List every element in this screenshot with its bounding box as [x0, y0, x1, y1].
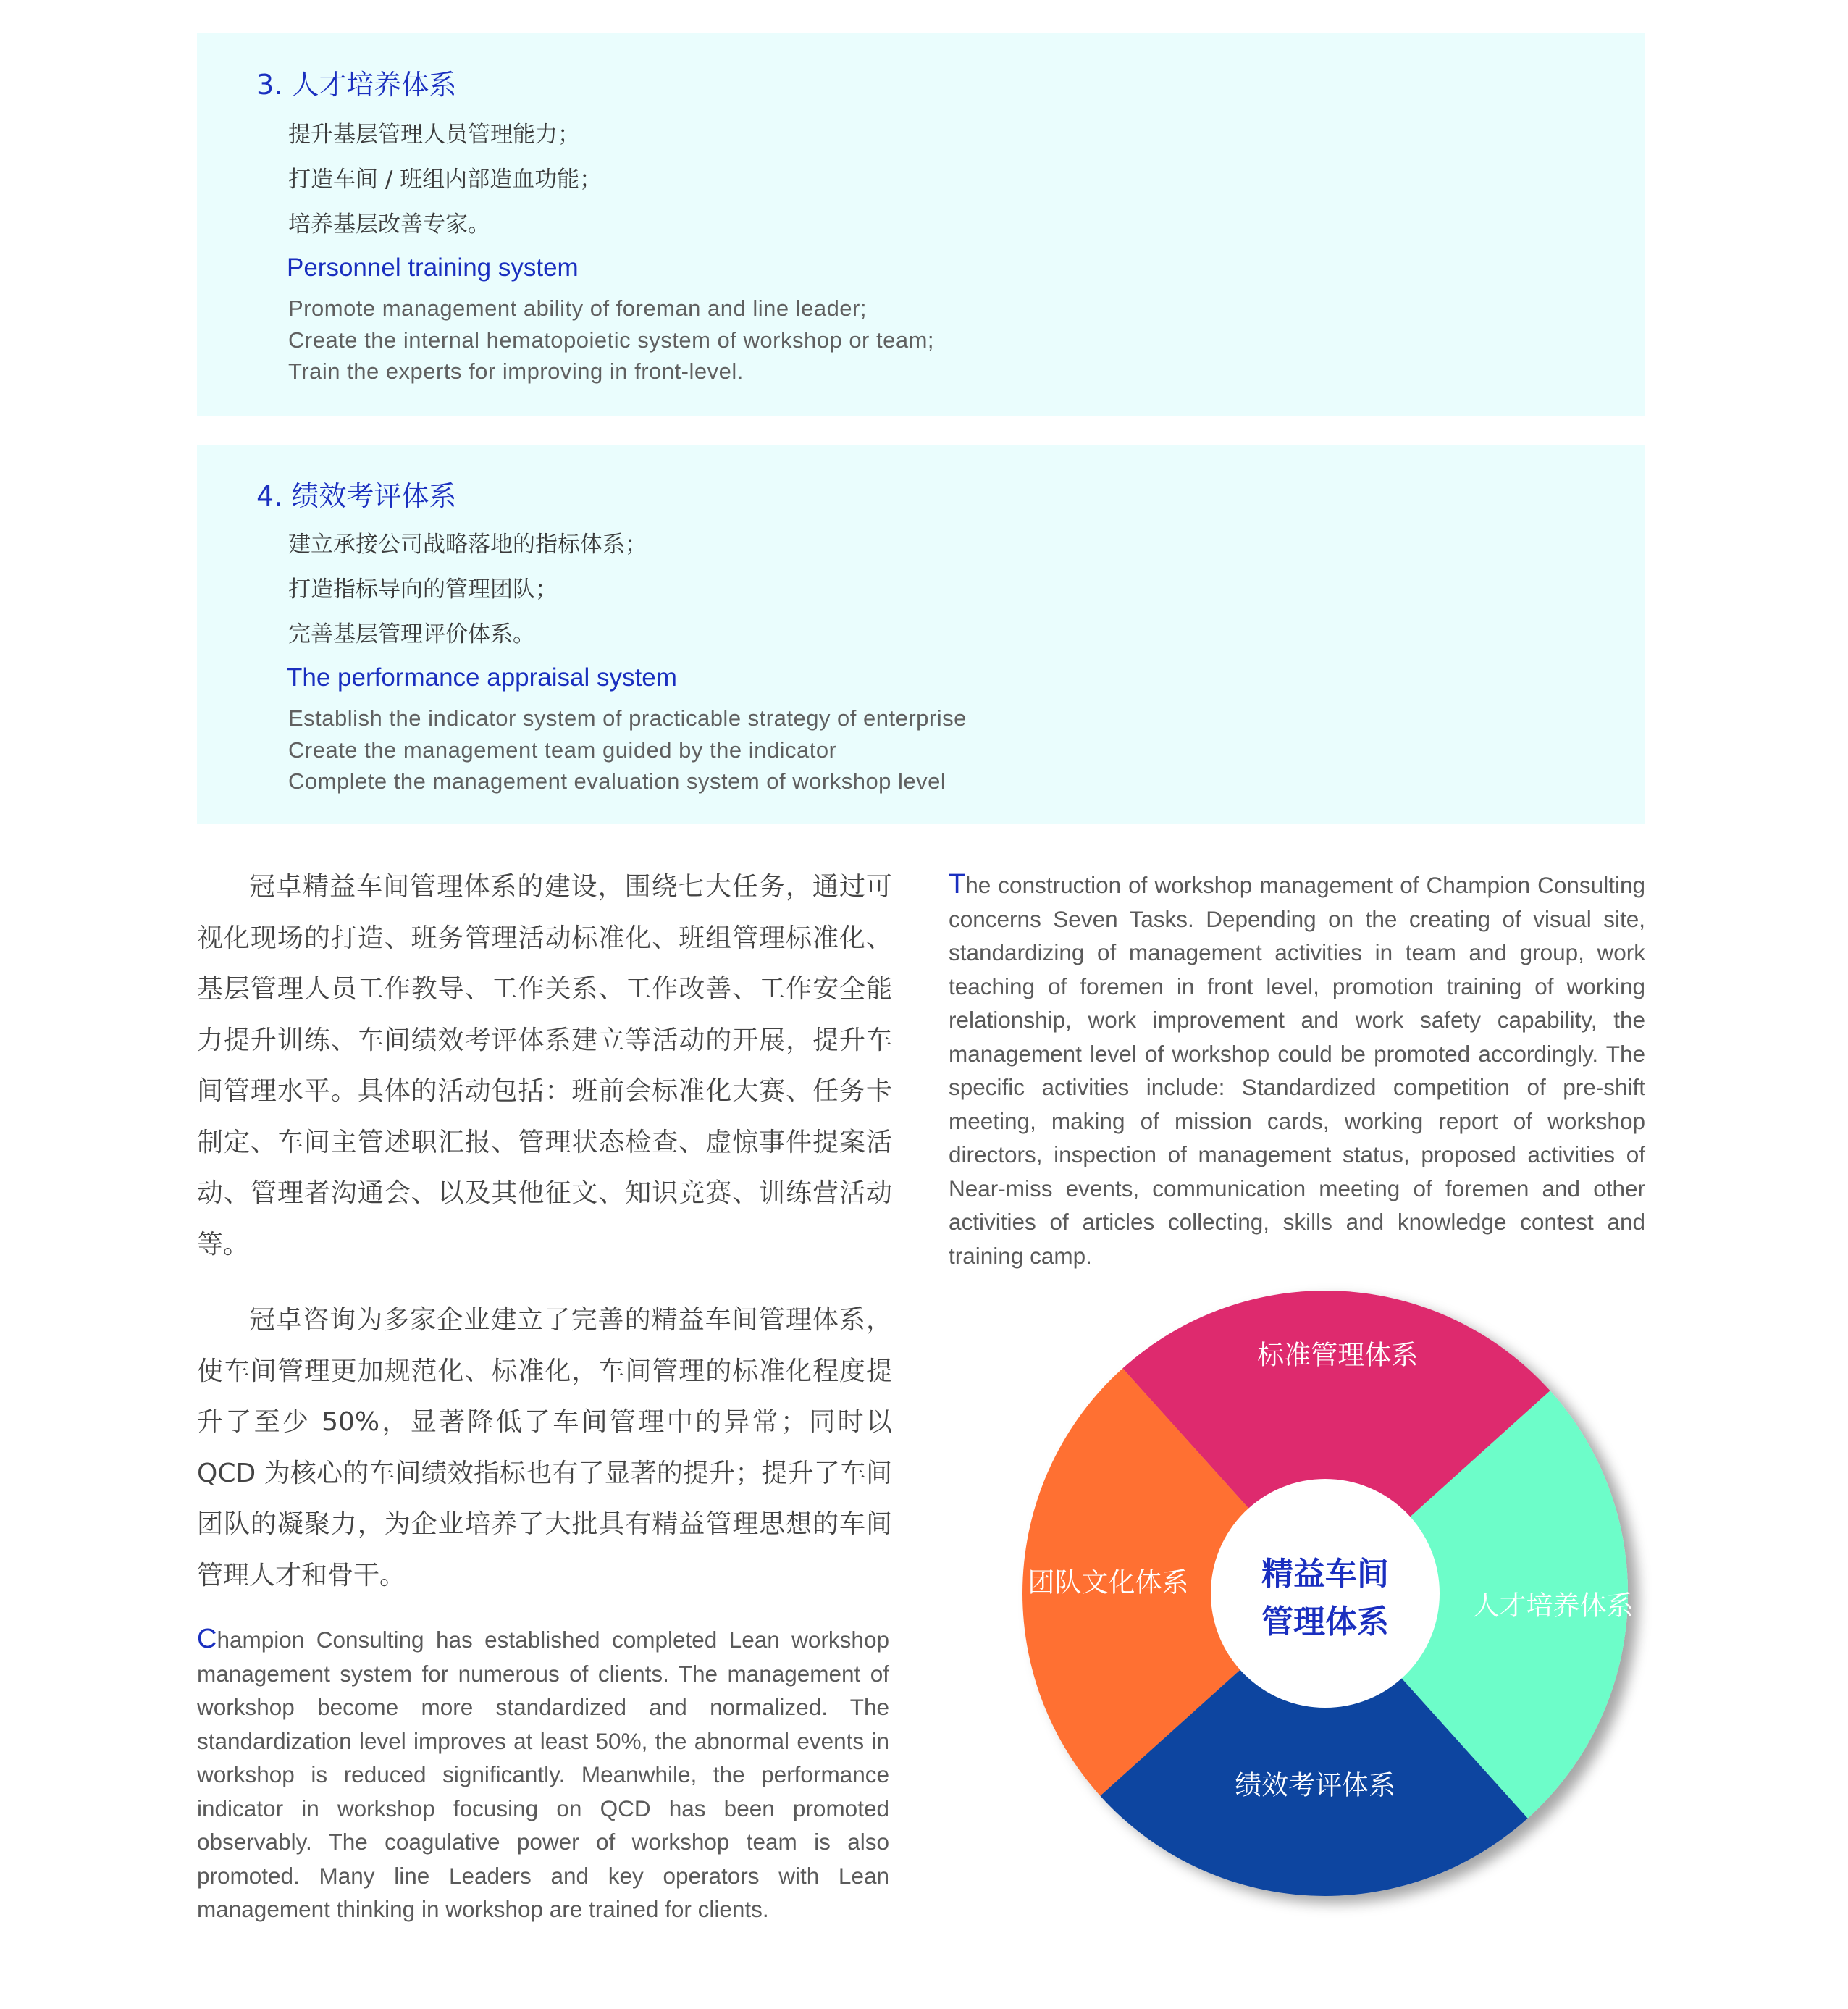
section-3-en-line: Create the internal hematopoietic system of workshop or team; [288, 327, 935, 353]
section-3-en-line: Train the experts for improving in front-level. [288, 358, 744, 384]
section-4-cn-line: 打造指标导向的管理团队； [288, 576, 558, 603]
slice-label: 人才培养体系 [1472, 1590, 1634, 1622]
en-paragraph-seven-tasks [949, 868, 1645, 1272]
section-3-en-title: Personnel training system [287, 253, 579, 282]
section-3-en-line: Promote management ability of foreman and line leader; [288, 295, 867, 321]
cn-paragraph-results: 冠卓咨询为多家企业建立了完善的精益车间管理体系，使车间管理更加规范化、标准化，车间管理的标准化程度提升了至少 50%，显著降低了车间管理中的异常；同时以 QCD 为核心的车间绩效指标也有了显著的提升；提升了车间团队的凝聚力，为企业培养了大批具有精益管理思想的车间管理人才和骨干。 [197, 1305, 892, 1590]
slice-label: 绩效考评体系 [1235, 1769, 1396, 1801]
section-4-en-title: The performance appraisal system [287, 663, 677, 692]
performance-appraisal-panel [197, 445, 1645, 824]
cn-paragraph-seven-tasks: 冠卓精益车间管理体系的建设，围绕七大任务，通过可视化现场的打造、班务管理活动标准化、班组管理标准化、基层管理人员工作教导、工作关系、工作改善、工作安全能力提升训练、车间绩效考评体系建立等活动的开展，提升车间管理水平。具体的活动包括：班前会标准化大赛、任务卡制定、车间主管述职汇报、管理状态检查、虚惊事件提案活动、管理者沟通会、以及其他征文、知识竞赛、训练营活动等。 [197, 872, 892, 1259]
slice-label: 标准管理体系 [1257, 1339, 1419, 1371]
drop-cap: T [949, 869, 966, 899]
section-4-en-line: Create the management team guided by the indicator [288, 737, 837, 763]
section-3-cn-line: 打造车间 / 班组内部造血功能； [288, 167, 602, 193]
donut-center [1211, 1479, 1440, 1708]
en-paragraph-results [197, 1622, 889, 1926]
slice-label: 团队文化体系 [1028, 1566, 1189, 1598]
section-4-cn-line: 完善基层管理评价体系。 [288, 621, 535, 647]
section-4-title: 4. 绩效考评体系 [256, 480, 457, 512]
section-3-title: 3. 人才培养体系 [256, 69, 457, 101]
lean-workshop-donut-chart [999, 1275, 1666, 1926]
section-3-cn-line: 提升基层管理人员管理能力； [288, 122, 580, 148]
drop-cap: C [197, 1624, 217, 1654]
section-3-cn-line: 培养基层改善专家。 [288, 211, 490, 238]
center-label-line: 精益车间 [1261, 1556, 1389, 1593]
center-label-line: 管理体系 [1261, 1603, 1389, 1640]
section-4-en-line: Establish the indicator system of practicable strategy of enterprise [288, 705, 967, 731]
section-4-en-line: Complete the management evaluation system of workshop level [288, 768, 946, 794]
en-paragraph-text: hampion Consulting has established completed Lean workshop management system for numerous of clients. The management of workshop become more standardized and normalized. The standardization level improves at least 50%, the abnormal events in workshop is reduced significantly. Meanwhile, the performance indicator in workshop focusing on QCD has been promoted observably. The coagulative power of workshop team is also promoted. Many line Leaders and key operators with Lean management thinking in workshop are trained for clients. [197, 1627, 889, 1922]
section-4-cn-line: 建立承接公司战略落地的指标体系； [288, 532, 647, 558]
en-paragraph-text: he construction of workshop management of Champion Consulting concerns Seven Tasks. Depending on the creating of visual site, standardizing of management activities in team and group, work teaching of foremen in front level, promotion training of working relationship, work improvement and work safety capability, the management level of workshop could be promoted accordingly. The specific activities include: Standardized competition of pre-shift meeting, making of mission cards, working report of workshop directors, inspection of management status, proposed activities of Near-miss events, communication meeting of foremen and other activities of articles collecting, skills and knowledge contest and training camp. [949, 872, 1645, 1269]
personnel-training-panel [197, 33, 1645, 416]
